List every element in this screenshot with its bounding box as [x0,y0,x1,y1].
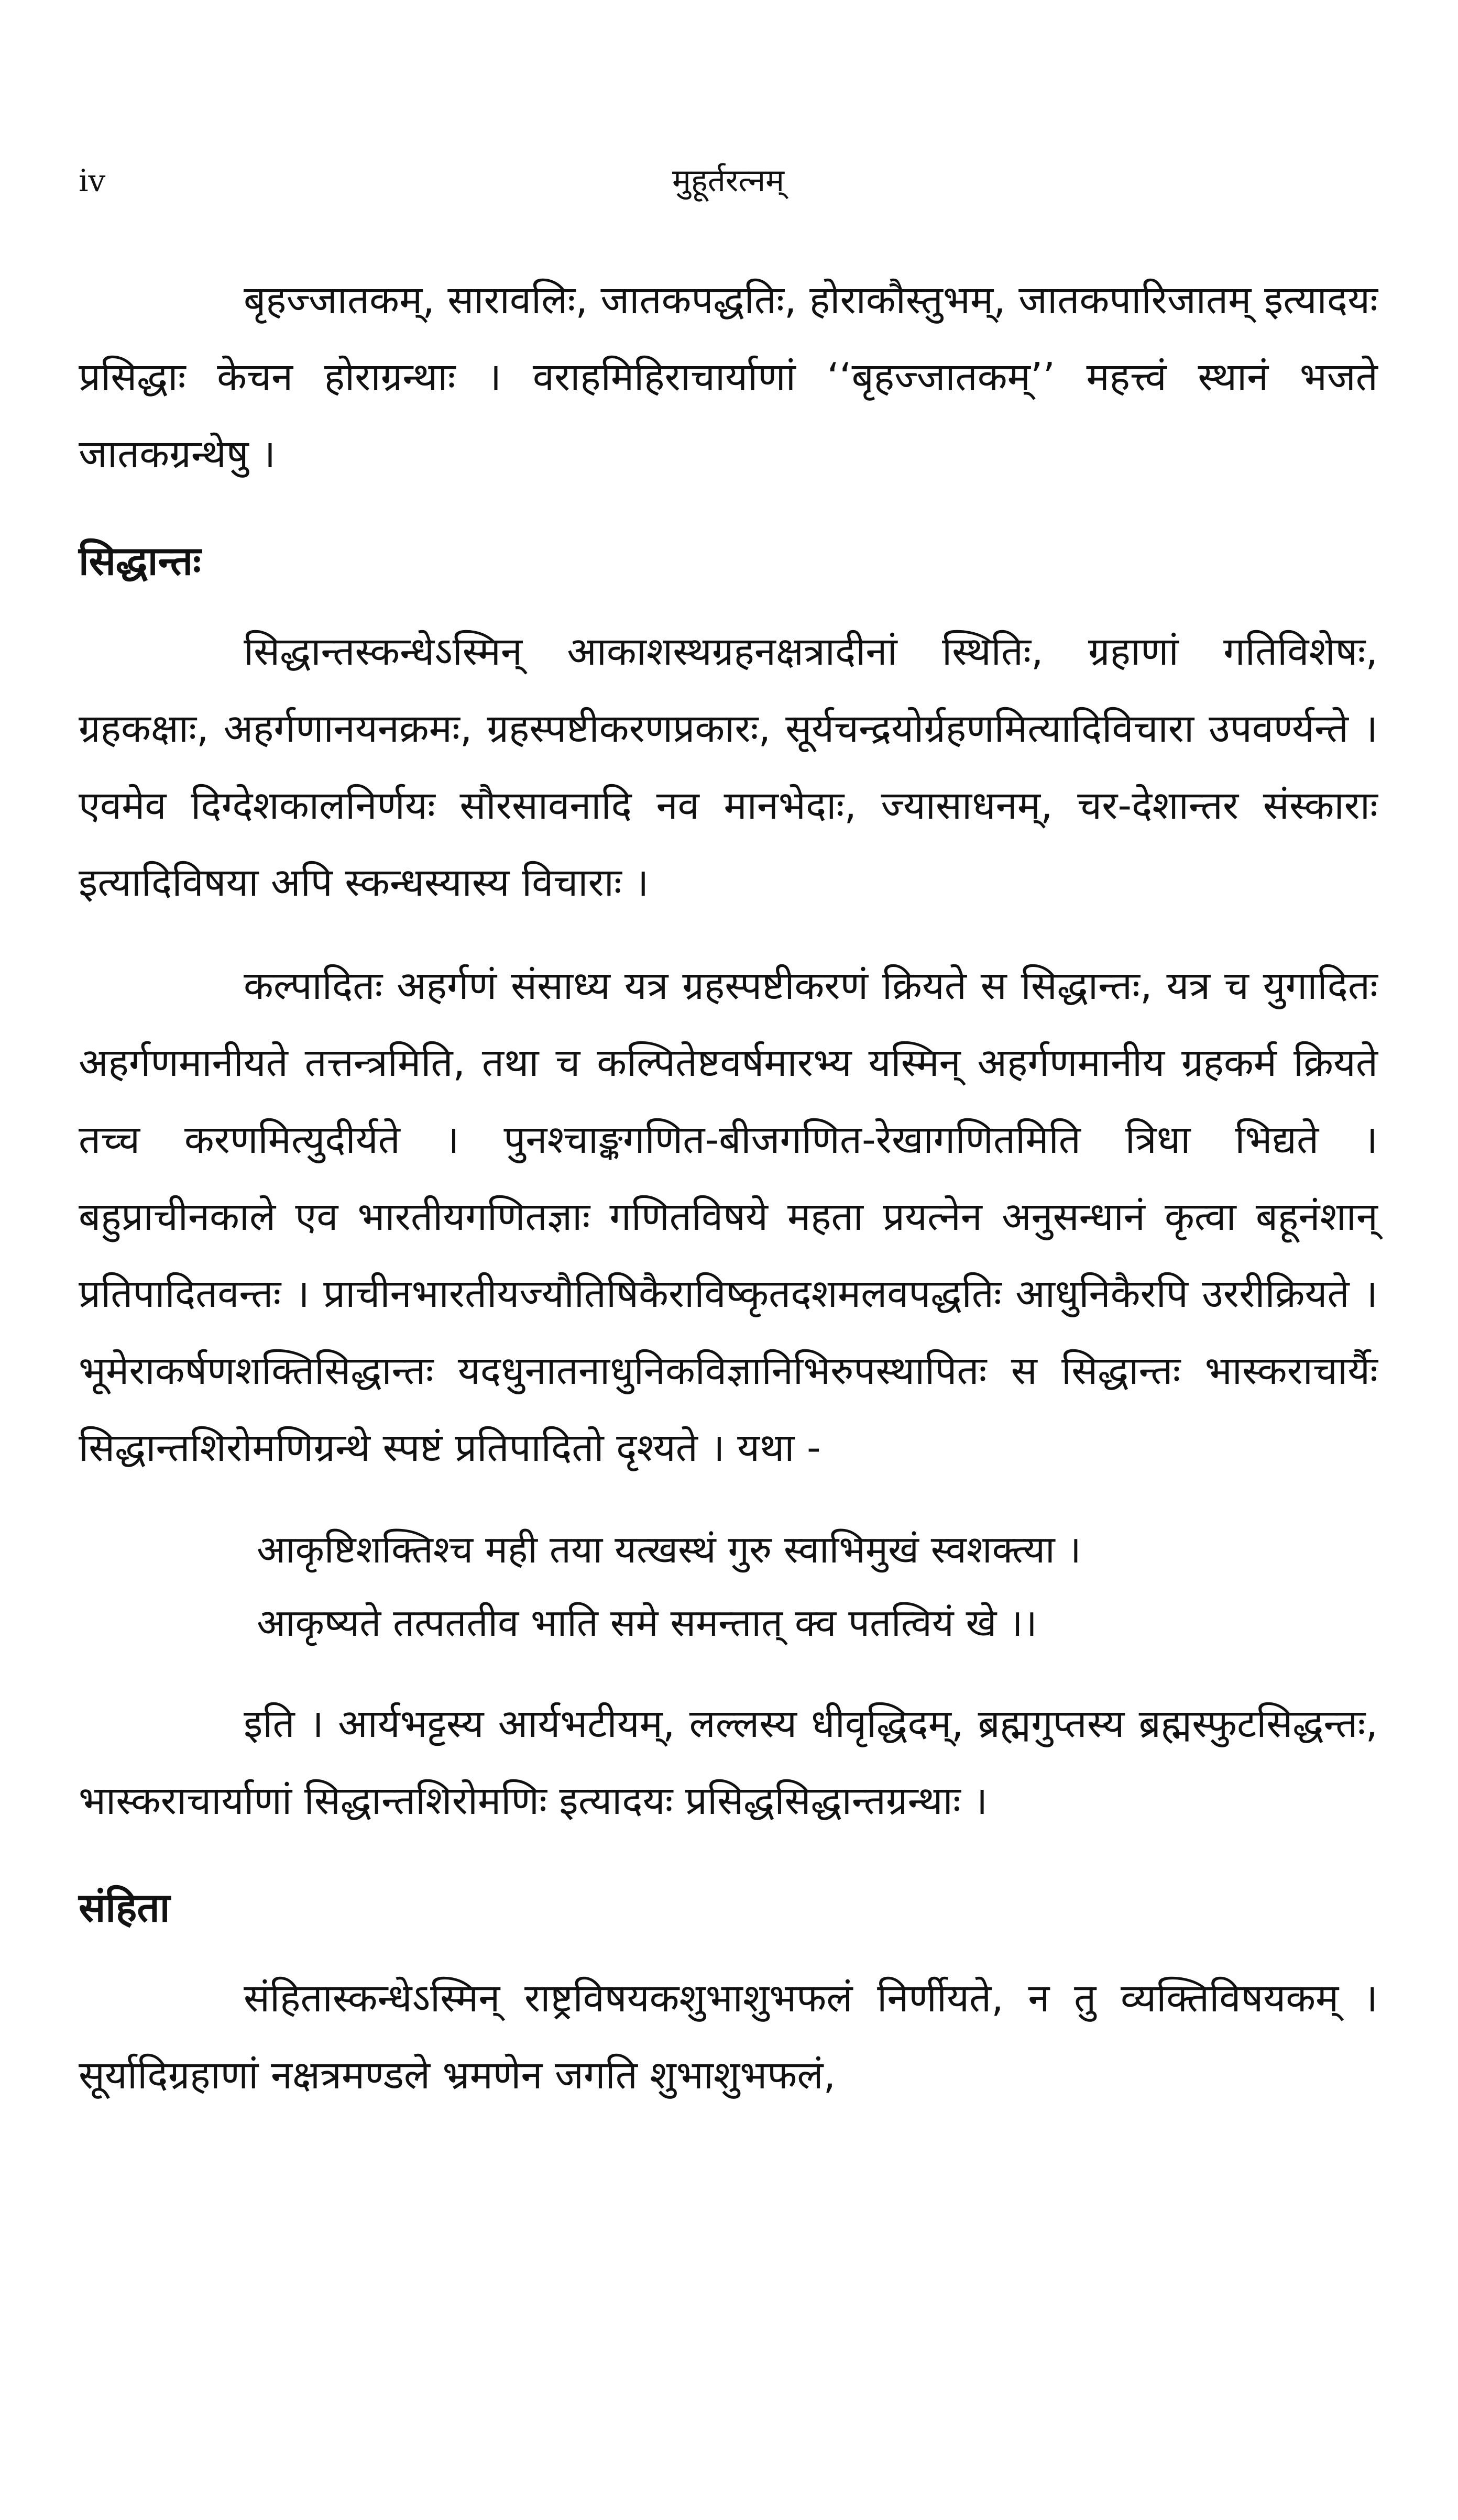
page-body [79,262,1378,2114]
paragraph-siddhanta-texts: इति । आर्यभट्टस्य आर्यभटीयम्, लल्लस्य धीवृद्धिदम्, ब्रह्मगुप्तस्य ब्रह्मस्फुटसिद्धन्तः, भास्कराचार्याणां सिद्धान्तशिरोमणिः इत्यादयः प्रसिद्धसिद्धान्तग्रन्थाः । [79,1701,1378,1823]
page-header [79,157,1378,204]
paragraph-horoscopy-texts: बृहज्जातकम्, सारावलिः, जातकपद्धतिः, होराकौस्तुभम्, जातकपारिजातम् इत्यादयः प्रसिद्धाः केचन होराग्रन्थाः । वराहमिहिराचार्याणां ‘‘बृहज्जातकम्’’ महत्त्वं स्थानं भजते जातकग्रन्थेषु । [79,278,1378,477]
section-heading-siddhanta: सिद्धान्तः [79,537,201,584]
paragraph-siddhanta-definition: कल्पादितः अहर्गणं संसाध्य यत्र ग्रहस्पष्टीकरणं क्रियते स सिद्धान्तः, यत्र च युगादितः अहर्गणमानीयते तत्तन्त्रमिति, तथा च कल्पितेष्टवर्षमारभ्य यस्मिन् अहर्गणमानीय ग्रहकर्म क्रियते तच्च करणमित्युदीर्यते । पुनश्चाङ्कगणित-बीजगणित-रेखागणितमिति त्रिधा भिद्यते । बहुप्राचीनकाले एव भारतीयगणितज्ञाः गणितविषये महता प्रयत्नेन अनुसन्धानं कृत्वा बहूनंशान् प्रतिपादितवन्तः । प्राचीनभारतीयज्यौतिषिकैराविष्कृतदशमलवपद्धतिः आधुनिकैरपि उररीक्रियते । भूमेराकर्षणशक्तिसिद्धान्तः यदधुनातनाधुनिकविज्ञानिभिरुपस्थापितः स सिद्धान्तः भास्कराचार्यैः सिद्धान्तशिरोमणिग्रन्थे स्पष्टं प्रतिपादितो दृश्यते । यथा - [79,963,1378,1470]
verse-block [257,1513,1378,1659]
verse-line-1: आकृष्टिशक्तिश्च मही तया यत्खस्थं गुरु स्वाभिमुखं स्वशक्त्या । [257,1527,1081,1571]
paragraph-samhita-intro: संहितास्कन्धेऽस्मिन् राष्ट्रविषयकशुभाशुभफलं निर्णीयते, न तु व्यक्तिविषयकम् । सूर्यादिग्रहाणां नक्षत्रमण्डले भ्रमणेन जगति शुभाशुभफलं, [79,1976,1378,2098]
paragraph-siddhanta-scope: सिद्धान्तस्कन्धेऽस्मिन् आकाशस्थग्रहनक्षत्रादीनां स्थितिः, ग्रहाणां गतिविशेषः, ग्रहकक्षाः, अहर्गणानयनक्रमः, ग्रहस्पष्टीकरणप्रकारः, सूर्यचन्द्रयोर्ग्रहणमित्यादिविचारा उपवर्ण्यन्ते । एवमेव दिग्देशकालनिर्णयः सौरसावनादि नव मानभेदाः, ज्यासाधनम्, चर-देशान्तर संस्काराः इत्यादिविषया अपि स्कन्धस्यास्य विचाराः । [79,629,1378,905]
running-title: मुहूर्तरत्नम् [672,162,785,199]
section-heading-samhita: संहिता [79,1884,170,1931]
verse-line-2: आकृष्यते तत्पततीव भाति समे समन्तात् क्व पतत्वियं खे ।। [257,1601,1037,1645]
page-number: iv [79,163,106,199]
